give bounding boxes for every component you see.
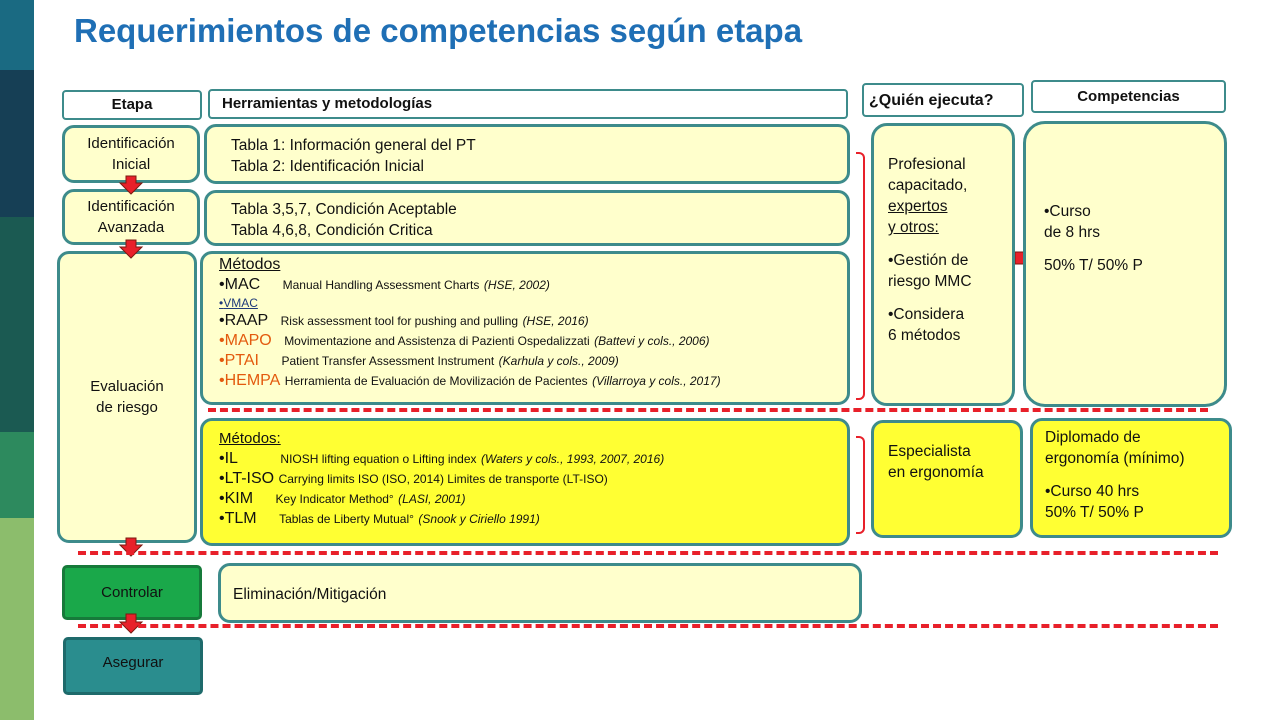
mapo-cite: (Battevi y cols., 2006) [594, 334, 710, 348]
ltiso-desc: Carrying limits ISO (ISO, 2014) Limites de transporte (LT-ISO) [278, 472, 608, 486]
tools-avanzada-box [204, 190, 850, 246]
ptai-desc: Patient Transfer Assessment Instrument [281, 354, 495, 368]
tools-metodos1-box [200, 251, 850, 405]
metodos2-heading-text: Métodos: [219, 430, 281, 447]
competencies-bottom-box [1030, 418, 1232, 538]
vmac-bullet: • [219, 296, 224, 310]
stage-asegurar [63, 637, 203, 695]
separator-dashed-3 [78, 624, 1218, 628]
tools-avanzada-line-1: Tabla 3,5,7, Condición Aceptable [231, 201, 457, 218]
il-desc: NIOSH lifting equation o Lifting index [280, 452, 477, 466]
who-profesional-line-2: capacitado, [888, 177, 968, 194]
kim-code-text: KIM [224, 490, 254, 507]
separator-dashed-1 [208, 408, 1208, 412]
kim-bullet: • [219, 490, 225, 507]
header-tools [208, 89, 848, 119]
il-bullet: • [219, 450, 225, 467]
who-profesional-line-6: •Gestión de [888, 252, 969, 269]
tools-controlar-text: Eliminación/Mitigación [233, 586, 387, 603]
kim-cite: (LASI, 2001) [398, 492, 466, 506]
who-profesional-line-3: expertos [888, 198, 948, 215]
hempa-code-text: HEMPA [224, 372, 281, 389]
mapo-bullet: • [219, 332, 225, 349]
competencies-bottom-line-5: 50% T/ 50% P [1045, 504, 1144, 521]
stage-asegurar-label: Asegurar [102, 654, 164, 671]
il-code-text: IL [224, 450, 238, 467]
hempa-desc: Herramienta de Evaluación de Movilización de Pacientes [284, 374, 588, 388]
side-strip-3 [0, 217, 34, 432]
vmac-code [219, 296, 258, 310]
metodos1-heading [219, 255, 847, 275]
ptai-bullet: • [219, 352, 225, 369]
who-profesional-line-7: riesgo MMC [888, 273, 972, 290]
side-strip-4 [0, 432, 34, 518]
ptai-cite: (Karhula y cols., 2009) [498, 354, 619, 368]
tools-metodos2-box [200, 418, 850, 546]
tlm-code-text: TLM [224, 510, 257, 527]
tlm-code [219, 510, 257, 527]
raap-code-text: RAAP [224, 312, 269, 329]
metodos1-item-hempa [219, 371, 847, 391]
tools-inicial-box [204, 124, 850, 184]
competencies-bottom-line-4: •Curso 40 hrs [1045, 483, 1140, 500]
who-profesional-line-1: Profesional [888, 156, 966, 173]
competencies-top-line-4: 50% T/ 50% P [1044, 257, 1143, 274]
side-strip-1 [0, 0, 34, 70]
il-cite: (Waters y cols., 1993, 2007, 2016) [480, 452, 665, 466]
header-competencies [1031, 80, 1226, 113]
competencies-bottom-line-1: Diplomado de [1045, 429, 1141, 446]
metodos2-item-kim [219, 489, 847, 509]
competencies-bottom-line-2: ergonomía (mínimo) [1045, 450, 1185, 467]
header-competencies-label: Competencias [1077, 88, 1180, 105]
who-profesional-line-8 [888, 292, 1012, 304]
mac-desc: Manual Handling Assessment Charts [282, 278, 480, 292]
metodos2-item-il [219, 449, 847, 469]
who-especialista-line-1: Especialista [888, 443, 971, 460]
who-profesional-line-9: •Considera [888, 306, 965, 323]
competencies-bottom-line-3 [1045, 469, 1229, 481]
who-profesional-line-5 [888, 238, 1012, 250]
stage-controlar [62, 565, 202, 620]
stage-identificacion-inicial-line-2: Inicial [111, 156, 151, 173]
metodos1-item-mac [219, 275, 847, 295]
page-title: Requerimientos de competencias según etapa [74, 12, 803, 49]
ltiso-bullet: • [219, 470, 225, 487]
side-strip-2 [0, 70, 34, 217]
who-profesional-box [871, 123, 1015, 406]
side-strip-5 [0, 518, 34, 720]
kim-desc: Key Indicator Method° [275, 492, 394, 506]
metodos1-heading-text: Métodos [219, 256, 281, 273]
raap-cite: (HSE, 2016) [522, 314, 589, 328]
hempa-bullet: • [219, 372, 225, 389]
stage-evaluacion-line-2: de riesgo [96, 399, 158, 416]
separator-dashed-2 [78, 551, 1218, 555]
stage-identificacion-avanzada-line-1: Identificación [87, 198, 175, 215]
stage-identificacion-inicial-line-1: Identificación [87, 135, 175, 152]
ptai-code [219, 352, 259, 369]
competencies-top-box [1023, 121, 1227, 407]
mac-code-text: MAC [224, 276, 261, 293]
metodos1-item-mapo [219, 331, 847, 351]
kim-code [219, 490, 253, 507]
header-stage-label: Etapa [111, 96, 153, 113]
vmac-code-text: VMAC [223, 296, 258, 310]
who-profesional-line-10: 6 métodos [888, 327, 961, 344]
stage-evaluacion-riesgo [57, 251, 197, 543]
tlm-bullet: • [219, 510, 225, 527]
header-who-label: ¿Quién ejecuta? [869, 92, 994, 109]
header-who [862, 83, 1024, 117]
metodos1-item-ptai [219, 351, 847, 371]
stage-identificacion-avanzada-line-2: Avanzada [97, 219, 165, 236]
stage-identificacion-avanzada [62, 189, 200, 245]
tlm-cite: (Snook y Ciriello 1991) [418, 512, 540, 526]
mapo-code [219, 332, 272, 349]
competencies-top-line-2: de 8 hrs [1044, 224, 1101, 241]
mac-code [219, 276, 260, 293]
hempa-code [219, 372, 280, 389]
tools-avanzada-line-2: Tabla 4,6,8, Condición Critica [231, 222, 433, 239]
hempa-cite: (Villarroya y cols., 2017) [592, 374, 721, 388]
tools-controlar-box [218, 563, 862, 623]
il-code [219, 450, 238, 467]
who-especialista-line-2: en ergonomía [888, 464, 984, 481]
who-profesional-line-4: y otros: [888, 219, 939, 236]
stage-controlar-label: Controlar [101, 584, 163, 601]
raap-code [219, 312, 268, 329]
tools-inicial-line-2: Tabla 2: Identificación Inicial [231, 158, 425, 175]
competencies-top-line-3 [1044, 243, 1224, 255]
raap-desc: Risk assessment tool for pushing and pulling [280, 314, 519, 328]
ltiso-code [219, 470, 274, 487]
stage-evaluacion-line-1: Evaluación [90, 378, 164, 395]
mapo-code-text: MAPO [224, 332, 272, 349]
tools-inicial-line-1: Tabla 1: Información general del PT [231, 137, 476, 154]
metodos2-item-tlm [219, 509, 847, 529]
mac-bullet: • [219, 276, 225, 293]
metodos1-item-raap [219, 311, 847, 331]
header-stage [62, 90, 202, 120]
competencies-top-line-1: •Curso [1044, 203, 1091, 220]
metodos1-item-vmac [219, 295, 847, 311]
ptai-code-text: PTAI [224, 352, 259, 369]
stage-identificacion-inicial [62, 125, 200, 183]
mac-cite: (HSE, 2002) [483, 278, 550, 292]
header-tools-label: Herramientas y metodologías [222, 95, 433, 112]
who-especialista-box [871, 420, 1023, 538]
metodos2-heading [219, 429, 847, 449]
ltiso-code-text: LT-ISO [224, 470, 275, 487]
mapo-desc: Movimentazione and Assistenza di Pazienti Ospedalizzati [284, 334, 590, 348]
raap-bullet: • [219, 312, 225, 329]
bracket-bottom [856, 436, 865, 534]
metodos2-item-ltiso [219, 469, 847, 489]
tlm-desc: Tablas de Liberty Mutual° [279, 512, 414, 526]
bracket-top [856, 152, 865, 400]
